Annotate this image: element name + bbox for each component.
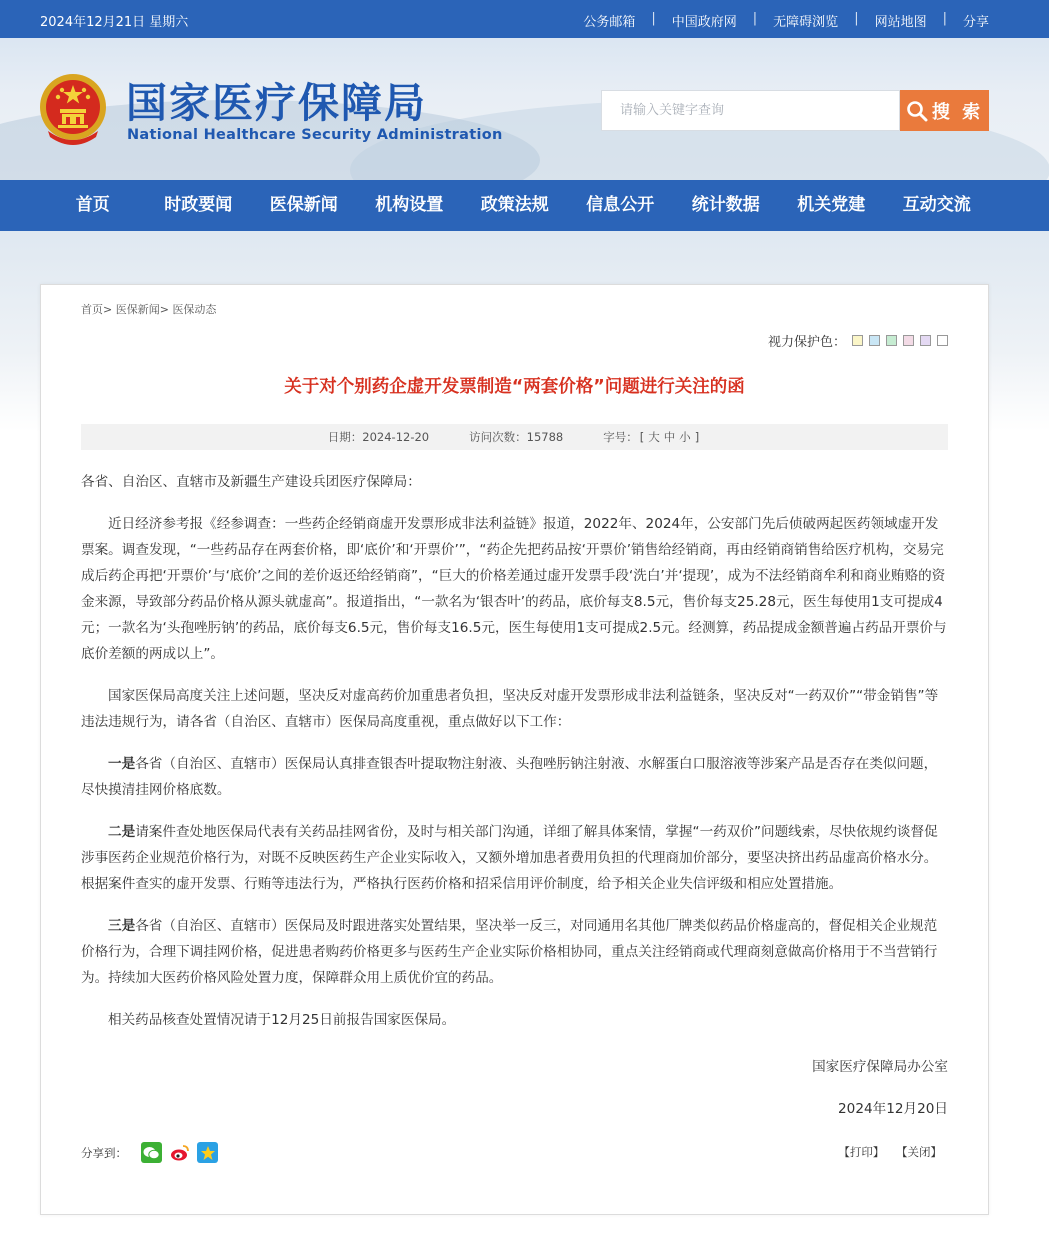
color-swatch-blue[interactable] [869,335,880,346]
top-links [583,11,989,30]
paragraph [81,819,948,897]
font-size-small[interactable]: 小 [679,430,691,444]
signature-org: 国家医疗保障局办公室 [812,1059,948,1075]
search-button[interactable] [900,90,989,131]
wechat-icon[interactable] [141,1142,162,1163]
font-size-switcher [603,429,701,445]
separator: | [854,11,859,26]
breadcrumb-home[interactable]: 首页> [81,303,113,316]
breadcrumb-dynamics[interactable]: 医保动态 [172,303,217,316]
weibo-icon[interactable] [169,1142,190,1163]
article-date [328,429,429,445]
paragraph-text: 请案件查处地医保局代表有关药品挂网省份，及时与相关部门沟通，详细了解具体案情，掌握“一药双价”问题线索，尽快依规约谈督促涉事医药企业规范价格行为，对既不反映医药生产企业实际收入，又额外增加患者费用负担的代理商加价部分，要坚决挤出药品虚高价格水分。根据案件查实的虚开发票、行贿等违法行为，严格执行医药价格和招采信用评价制度，给予相关企业失信评级和相应处置措施。 [81,824,938,892]
nav-statistics[interactable]: 统计数据 [691,195,760,215]
article-visits [469,429,563,445]
article-meta [81,424,948,450]
link-share[interactable]: 分享 [962,15,989,30]
link-sitemap[interactable]: 网站地图 [874,15,927,30]
nav-organization[interactable]: 机构设置 [375,195,444,215]
paragraph: 近日经济参考报《经参调查：一些药企经销商虚开发票形成非法利益链》报道，2022年、2024年，公安部门先后侦破两起医药领域虚开发票案。调查发现，“一些药品存在两套价格，即‘底价’和‘开票价’”，“药企先把药品按‘开票价’销售给经销商，再由经销商销售给医疗机构，交易完成后药企再把‘开票价’与‘底价’之间的差价返还给经销商”，“巨大的价格差通过虚开发票手段‘洗白’并‘提现’，成为不法经销商牟利和商业贿赂的资金来源，导致部分药品价格从源头就虚高”。报道指出，“一款名为‘银杏叶’的药品，底价每支8.5元，售价每支25.28元，医生每使用1支可提成4元；一款名为‘头孢唑肟钠’的药品，底价每支6.5元，售价每支16.5元，医生每使用1支可提成2.5元。经测算，药品提成金额普遍占药品开票价与底价差额的两成以上”。 [81,516,947,662]
signature-date: 2024年12月20日 [838,1101,948,1117]
font-size-large[interactable]: 大 [648,430,660,444]
search-input[interactable] [601,90,900,131]
nav-policies[interactable]: 政策法规 [480,195,549,215]
paragraph-lead: 二是 [108,824,136,840]
close-button[interactable]: 【关闭】 [896,1145,942,1159]
article-title: 关于对个别药企虚开发票制造“两套价格”问题进行关注的函 [284,377,745,397]
salutation: 各省、自治区、直辖市及新疆生产建设兵团医疗保障局： [81,474,421,490]
eye-protection-colors [768,331,948,350]
site-title[interactable]: 国家医疗保障局 [126,79,427,127]
breadcrumb [81,301,216,317]
bracket-open: [ [639,430,645,444]
breadcrumb-news[interactable]: 医保新闻> [115,303,169,316]
nav-party-building[interactable]: 机关党建 [797,195,866,215]
nav-home[interactable]: 首页 [75,195,110,215]
date-label: 日期： [327,430,363,444]
font-size-medium[interactable]: 中 [663,430,676,444]
paragraph-lead: 三是 [108,918,136,934]
date-value: 2024-12-20 [362,430,430,444]
color-swatch-white[interactable] [937,335,948,346]
paragraph-lead: 一是 [108,756,136,772]
search-button-label: 搜 索 [931,101,984,123]
paragraph-text: 各省（自治区、直辖市）医保局认真排查银杏叶提取物注射液、头孢唑肟钠注射液、水解蛋白口服溶液等涉案产品是否存在类似问题，尽快摸清挂网价格底数。 [81,756,938,798]
bracket-close: ] [694,430,700,444]
article-body [81,469,948,1049]
national-emblem-icon[interactable] [38,71,108,149]
link-mailbox[interactable]: 公务邮箱 [583,15,636,30]
paragraph [81,751,948,803]
share-label: 分享到： [81,1145,127,1160]
separator: | [942,11,947,26]
color-swatch-purple[interactable] [920,335,931,346]
share-bar [81,1142,218,1163]
paragraph [81,913,948,991]
qzone-icon[interactable] [197,1142,218,1163]
search-bar [601,90,989,131]
paragraph-text: 各省（自治区、直辖市）医保局及时跟进落实处置结果，坚决举一反三，对同通用名其他厂牌类似药品价格虚高的，督促相关企业规范价格行为，合理下调挂网价格，促进患者购药价格更多与医药生产企业实际价格相协同，重点关注经销商或代理商刻意做高价格用于不当营销行为。持续加大医药价格风险处置力度，保障群众用上质优价宜的药品。 [81,918,938,986]
separator: | [752,11,758,26]
link-gov[interactable]: 中国政府网 [671,15,737,30]
search-icon [906,100,928,122]
eye-protection-label: 视力保护色： [767,335,846,350]
article-card [40,284,989,1215]
site-subtitle: National Healthcare Security Administration [127,127,503,143]
site-header [0,38,1049,180]
color-swatch-green[interactable] [886,335,897,346]
nav-politics-news[interactable]: 时政要闻 [164,195,233,215]
visits-value: 15788 [526,430,564,444]
main-nav [0,180,1049,231]
print-button[interactable]: 【打印】 [838,1145,885,1159]
nav-interaction[interactable]: 互动交流 [902,195,971,215]
nav-info-disclosure[interactable]: 信息公开 [586,195,655,215]
color-swatch-yellow[interactable] [852,335,863,346]
top-bar [0,0,1049,38]
current-date: 2024年12月21日 星期六 [40,15,189,30]
color-swatch-pink[interactable] [903,335,914,346]
paragraph: 国家医保局高度关注上述问题，坚决反对虚高药价加重患者负担，坚决反对虚开发票形成非法利益链条，坚决反对“一药双价”“带金销售”等违法违规行为，请各省（自治区、直辖市）医保局高度重视，重点做好以下工作： [81,688,939,730]
separator: | [651,11,656,26]
font-size-label: 字号： [603,430,638,444]
paragraph: 相关药品核查处置情况请于12月25日前报告国家医保局。 [108,1012,456,1028]
nav-healthcare-news[interactable]: 医保新闻 [269,195,338,215]
link-accessibility[interactable]: 无障碍浏览 [773,15,839,30]
visits-label: 访问次数： [469,430,527,444]
article-actions [830,1144,942,1160]
